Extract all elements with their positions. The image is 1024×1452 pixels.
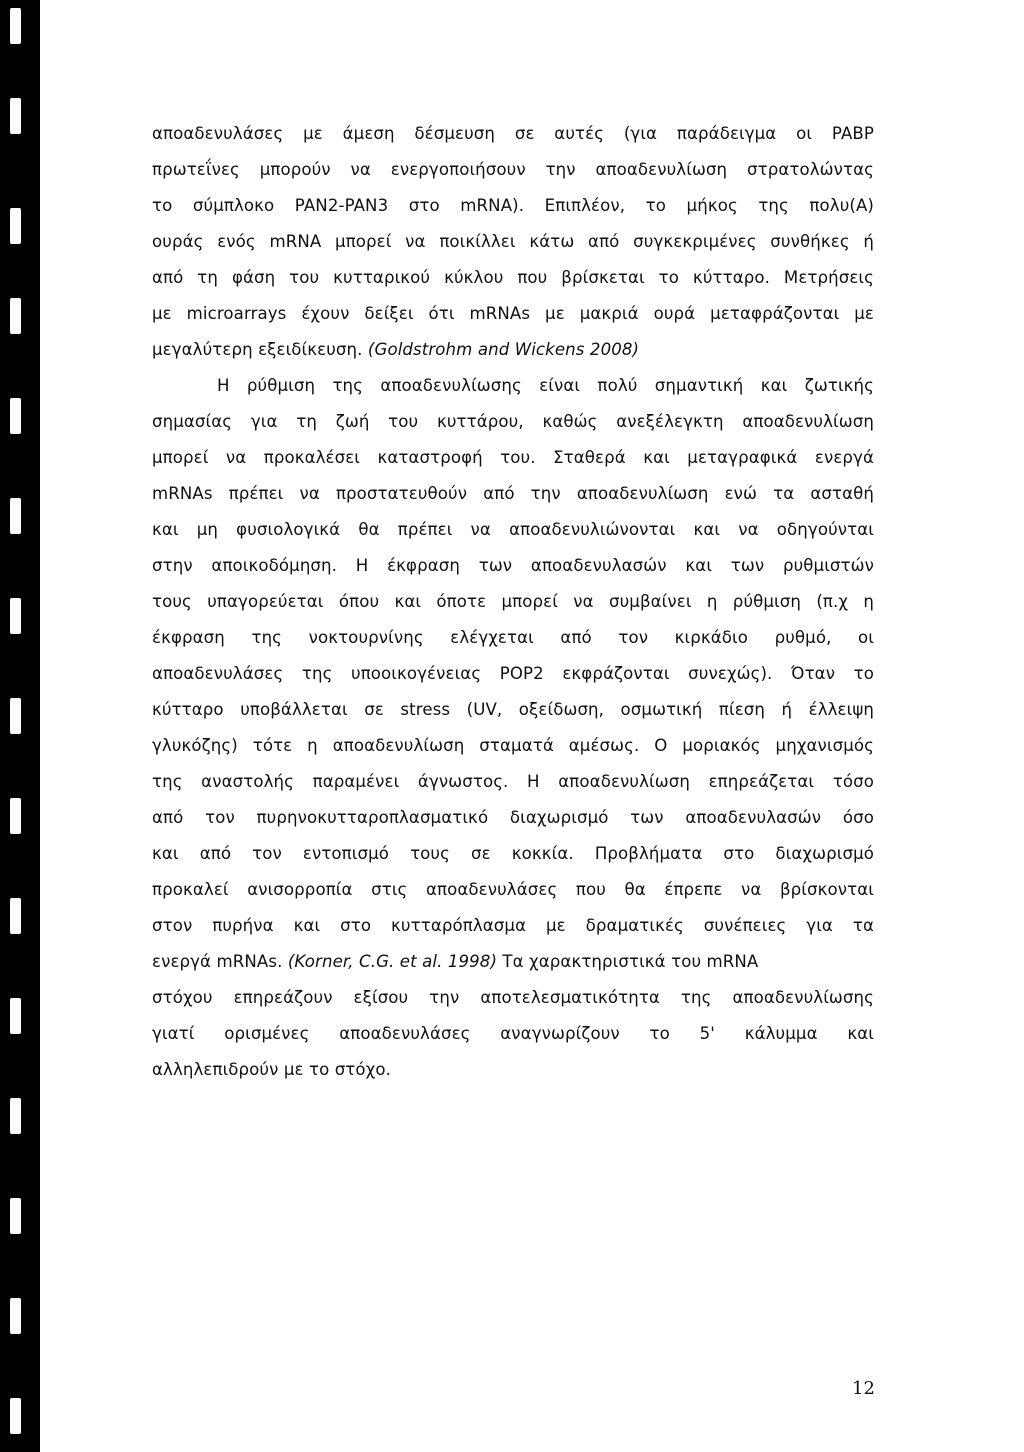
text-span: της αναστολής παραμένει άγνωστος. Η αποαδενυλίωση επηρεάζεται τόσο [152,772,874,791]
text-line [152,872,874,908]
text-span: με microarrays έχουν δείξει ότι mRNAs με μακριά ουρά μεταφράζονται με [152,304,874,323]
text-line [152,1052,874,1088]
text-line [152,224,874,260]
text-line [152,908,874,944]
text-span: mRNAs πρέπει να προστατευθούν από την αποαδενυλίωση ενώ τα ασταθή [152,484,874,503]
text-line [152,116,874,152]
text-span: αποαδενυλάσες της υποοικογένειας POP2 εκφράζονται συνεχώς). Όταν το [152,664,874,683]
film-perforation [10,1398,21,1434]
text-line [152,584,874,620]
text-line [152,404,874,440]
text-span: στόχου επηρεάζουν εξίσου την αποτελεσματικότητα της αποαδενυλίωσης [152,988,874,1007]
film-perforation [10,698,21,734]
document-body [152,116,874,1088]
film-perforation [10,298,21,334]
text-line [152,260,874,296]
citation: (Korner, C.G. et al. 1998) [287,952,498,971]
text-span: γιατί ορισμένες αποαδενυλάσες αναγνωρίζουν το 5' κάλυμμα και [152,1024,874,1043]
film-perforation [10,8,21,44]
text-span: από τη φάση του κυτταρικού κύκλου που βρίσκεται το κύτταρο. Μετρήσεις [152,268,874,287]
film-perforation [10,398,21,434]
text-span: πρωτεΐνες μπορούν να ενεργοποιήσουν την αποαδενυλίωση στρατολώντας [152,160,874,179]
film-perforation [10,598,21,634]
text-line [152,440,874,476]
text-span: κύτταρο υποβάλλεται σε stress (UV, οξείδωση, οσμωτική πίεση ή έλλειψη [152,700,874,719]
text-span: μπορεί να προκαλέσει καταστροφή του. Σταθερά και μεταγραφικά ενεργά [152,448,874,467]
text-span: μεγαλύτερη εξειδίκευση. [152,340,368,359]
film-perforation [10,208,21,244]
text-line [152,836,874,872]
citation: (Goldstrohm and Wickens 2008) [367,340,640,359]
film-perforation [10,898,21,934]
text-line [152,1016,874,1052]
text-line [152,152,874,188]
text-span: Τα χαρακτηριστικά του mRNA [497,952,759,971]
text-line [152,548,874,584]
film-perforation [10,798,21,834]
page-number: 12 [852,1378,875,1399]
film-perforation [10,498,21,534]
paragraph-first-line [152,368,874,404]
text-span: από τον πυρηνοκυτταροπλασματικό διαχωρισμό των αποαδενυλασών όσο [152,808,874,827]
text-span: ενεργά mRNAs. [152,952,288,971]
film-strip-border [0,0,40,1452]
text-line [152,692,874,728]
film-perforation [10,1298,21,1334]
text-span: γλυκόζης) τότε η αποαδενυλίωση σταματά αμέσως. Ο μοριακός μηχανισμός [152,736,874,755]
text-line [152,800,874,836]
text-span: έκφραση της νοκτουρνίνης ελέγχεται από τον κιρκάδιο ρυθμό, οι [152,628,874,647]
film-perforation [10,1098,21,1134]
text-line [152,296,874,332]
text-line [152,980,874,1016]
text-span: τους υπαγορεύεται όπου και όποτε μπορεί να συμβαίνει η ρύθμιση (π.χ η [152,592,874,611]
text-span: και μη φυσιολογικά θα πρέπει να αποαδενυλιώνονται και να οδηγούνται [152,520,874,539]
text-span: αποαδενυλάσες με άμεση δέσμευση σε αυτές (για παράδειγμα οι PABP [152,124,874,143]
text-line [152,188,874,224]
film-perforation [10,98,21,134]
text-line [152,476,874,512]
text-span: αλληλεπιδρούν με το στόχο. [152,1060,391,1079]
film-perforation [10,998,21,1034]
text-span: στον πυρήνα και στο κυτταρόπλασμα με δραματικές συνέπειες για τα [152,916,874,935]
text-line [152,620,874,656]
text-span: Η ρύθμιση της αποαδενυλίωσης είναι πολύ σημαντική και ζωτικής [217,376,874,395]
text-span: ουράς ενός mRNA μπορεί να ποικίλλει κάτω από συγκεκριμένες συνθήκες ή [152,232,874,251]
text-span: στην αποικοδόμηση. Η έκφραση των αποαδενυλασών και των ρυθμιστών [152,556,874,575]
text-span: σημασίας για τη ζωή του κυττάρου, καθώς ανεξέλεγκτη αποαδενυλίωση [152,412,874,431]
text-line [152,512,874,548]
text-line [152,728,874,764]
film-perforation [10,1198,21,1234]
text-line [152,944,874,980]
text-line [152,656,874,692]
text-span: προκαλεί ανισορροπία στις αποαδενυλάσες που θα έπρεπε να βρίσκονται [152,880,874,899]
text-line [152,332,874,368]
text-span: το σύμπλοκο PAN2-PAN3 στο mRNA). Επιπλέον, το μήκος της πολυ(Α) [152,196,874,215]
text-line [152,764,874,800]
text-span: και από τον εντοπισμό τους σε κοκκία. Προβλήματα στο διαχωρισμό [152,844,874,863]
